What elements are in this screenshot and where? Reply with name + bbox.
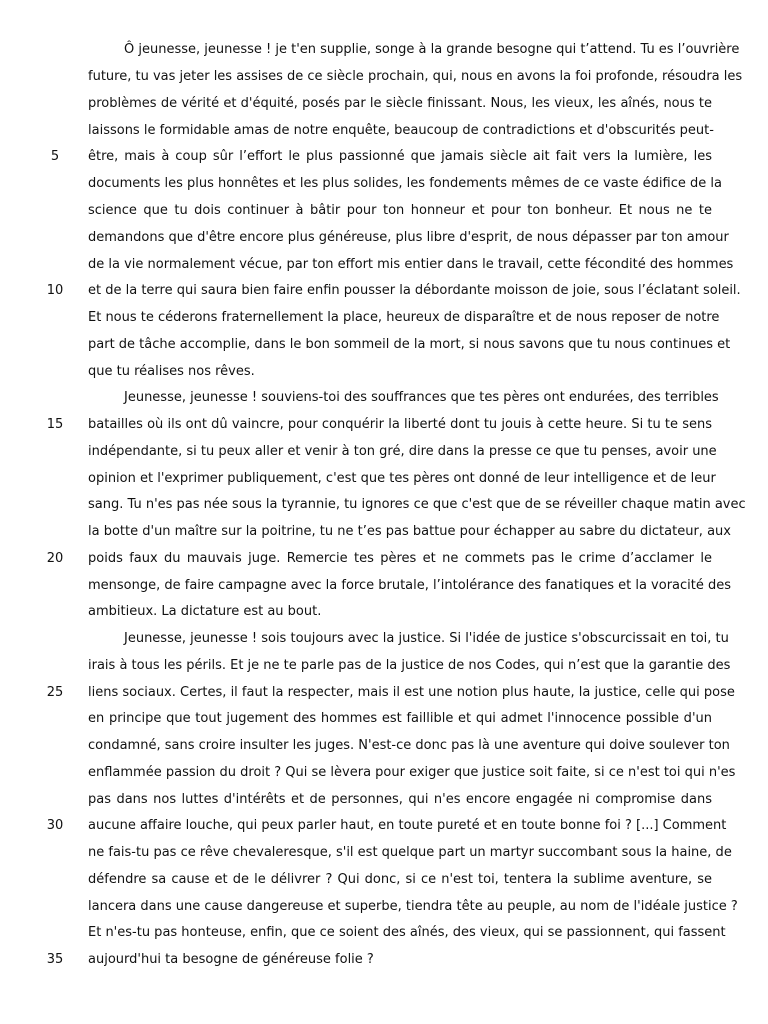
- text-line-35: aujourd'hui ta besogne de généreuse folie ?: [88, 952, 374, 967]
- text-line-33: lancera dans une cause dangereuse et superbe, tiendra tête au peuple, au nom de l'idéale justice ?: [88, 899, 738, 914]
- line-number-35: 35: [46, 952, 64, 967]
- text-line-4: laissons le formidable amas de notre enquête, beaucoup de contradictions et d'obscurités peut-: [88, 123, 714, 138]
- text-line-26: en principe que tout jugement des hommes est faillible et qui admet l'innocence possible d'un: [88, 711, 712, 726]
- text-line-17: opinion et l'exprimer publiquement, c'est que tes pères ont donné de leur intelligence et de leur: [88, 471, 716, 486]
- text-line-3: problèmes de vérité et d'équité, posés par le siècle finissant. Nous, les vieux, les aînés, nous te: [88, 96, 712, 111]
- text-line-28: enflammée passion du droit ? Qui se lèvera pour exiger que justice soit faite, si ce n'est toi qui n'es: [88, 765, 736, 780]
- text-line-15: batailles où ils ont dû vaincre, pour conquérir la liberté dont tu jouis à cette heure. Si tu te sens: [88, 417, 712, 432]
- text-line-19: la botte d'un maître sur la poitrine, tu ne t’es pas battue pour échapper au sabre du dictateur, aux: [88, 524, 731, 539]
- text-line-12: part de tâche accomplie, dans le bon sommeil de la mort, si nous savons que tu nous continues et: [88, 337, 731, 352]
- text-line-25: liens sociaux. Certes, il faut la respecter, mais il est une notion plus haute, la justice, celle qui pose: [88, 685, 735, 700]
- line-number-30: 30: [46, 818, 64, 833]
- text-line-16: indépendante, si tu peux aller et venir à ton gré, dire dans la presse ce que tu penses, avoir une: [88, 444, 717, 459]
- text-line-14: Jeunesse, jeunesse ! souviens-toi des souffrances que tes pères ont endurées, des terribles: [124, 390, 719, 405]
- text-line-22: ambitieux. La dictature est au bout.: [88, 604, 322, 619]
- line-number-25: 25: [46, 685, 64, 700]
- text-line-18: sang. Tu n'es pas née sous la tyrannie, tu ignores ce que c'est que de se réveiller chaque matin avec: [88, 497, 746, 512]
- line-number-5: 5: [50, 149, 60, 164]
- line-number-10: 10: [46, 283, 64, 298]
- text-line-5: être, mais à coup sûr l’effort le plus passionné que jamais siècle ait fait vers la lumière, les: [88, 149, 712, 164]
- text-line-30: aucune affaire louche, qui peux parler haut, en toute pureté et en toute bonne foi ? [...] Comment: [88, 818, 727, 833]
- text-line-6: documents les plus honnêtes et les plus solides, les fondements mêmes de ce vaste édifice de la: [88, 176, 722, 191]
- text-line-34: Et n'es-tu pas honteuse, enfin, que ce soient des aînés, des vieux, qui se passionnent, qui fassent: [88, 925, 726, 940]
- text-line-24: irais à tous les périls. Et je ne te parle pas de la justice de nos Codes, qui n’est que la garantie des: [88, 658, 731, 673]
- text-line-29: pas dans nos luttes d'intérêts et de personnes, qui n'es encore engagée ni compromise dans: [88, 792, 712, 807]
- text-line-32: défendre sa cause et de le délivrer ? Qui donc, si ce n'est toi, tentera la sublime aventure, se: [88, 872, 712, 887]
- line-number-15: 15: [46, 417, 64, 432]
- text-line-23: Jeunesse, jeunesse ! sois toujours avec la justice. Si l'idée de justice s'obscurcissait en toi, tu: [124, 631, 729, 646]
- text-line-10: et de la terre qui saura bien faire enfin pousser la débordante moisson de joie, sous l’éclatant soleil.: [88, 283, 741, 298]
- text-line-1: Ô jeunesse, jeunesse ! je t'en supplie, songe à la grande besogne qui t’attend. Tu es l’ouvrière: [124, 42, 740, 57]
- text-line-31: ne fais-tu pas ce rêve chevaleresque, s'il est quelque part un martyr succombant sous la haine, de: [88, 845, 732, 860]
- text-line-21: mensonge, de faire campagne avec la force brutale, l’intolérance des fanatiques et la voracité des: [88, 578, 732, 593]
- text-line-2: future, tu vas jeter les assises de ce siècle prochain, qui, nous en avons la foi profonde, résoudra les: [88, 69, 743, 84]
- line-number-20: 20: [46, 551, 64, 566]
- text-line-13: que tu réalises nos rêves.: [88, 364, 255, 379]
- text-line-11: Et nous te céderons fraternellement la place, heureux de disparaître et de nous reposer de notre: [88, 310, 720, 325]
- text-line-27: condamné, sans croire insulter les juges. N'est-ce donc pas là une aventure qui doive soulever ton: [88, 738, 730, 753]
- text-line-9: de la vie normalement vécue, par ton effort mis entier dans le travail, cette fécondité des hommes: [88, 257, 734, 272]
- text-line-7: science que tu dois continuer à bâtir pour ton honneur et pour ton bonheur. Et nous ne te: [88, 203, 712, 218]
- text-line-20: poids faux du mauvais juge. Remercie tes pères et ne commets pas le crime d’acclamer le: [88, 551, 712, 566]
- text-line-8: demandons que d'être encore plus généreuse, plus libre d'esprit, de nous dépasser par ton amour: [88, 230, 729, 245]
